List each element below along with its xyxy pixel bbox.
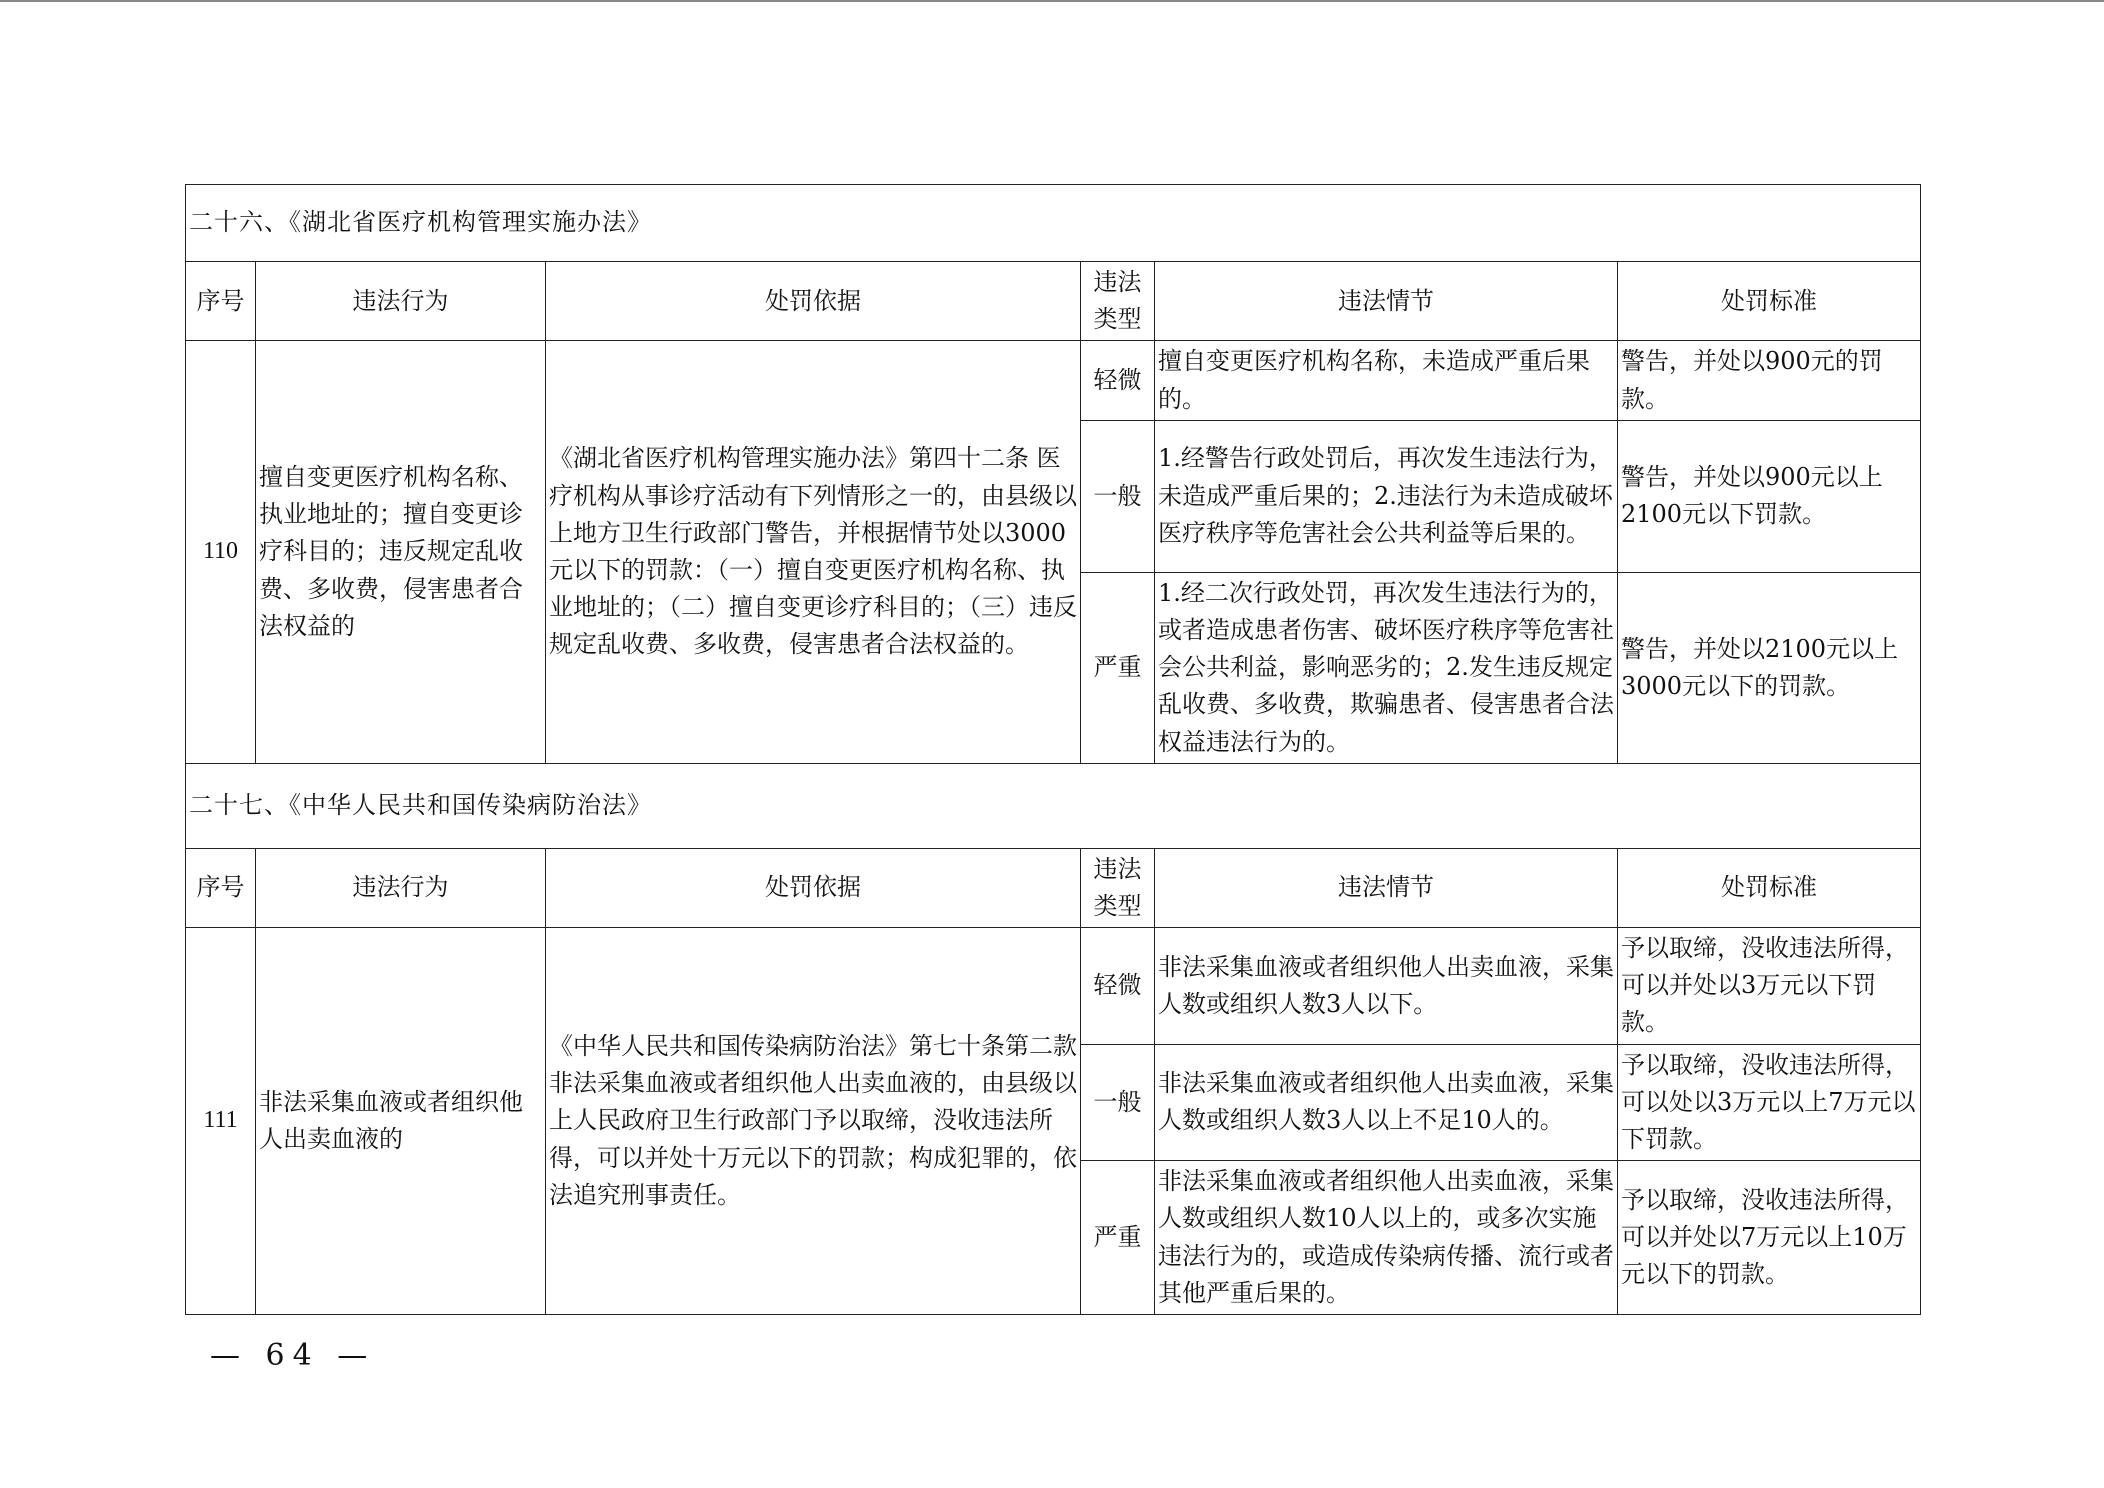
- violation-type: 严重: [1081, 572, 1155, 763]
- table-row: [186, 341, 1921, 420]
- header-row: [186, 262, 1921, 341]
- section-title: 二十七、《中华人民共和国传染病防治法》: [186, 763, 1921, 848]
- violation-circumstance: 1.经警告行政处罚后，再次发生违法行为，未造成严重后果的；2.违法行为未造成破坏医疗秩序等危害社会公共利益等后果的。: [1155, 420, 1618, 572]
- header-circumstance: 违法情节: [1155, 848, 1618, 927]
- penalty-standards-table: [185, 184, 1921, 1315]
- section-title-row: [186, 763, 1921, 848]
- header-basis: 处罚依据: [546, 848, 1081, 927]
- header-standard: 处罚标准: [1618, 848, 1921, 927]
- header-behavior: 违法行为: [256, 848, 546, 927]
- violation-circumstance: 非法采集血液或者组织他人出卖血液，采集人数或组织人数10人以上的，或多次实施违法行为的，或造成传染病传播、流行或者其他严重后果的。: [1155, 1161, 1618, 1315]
- penalty-basis: 《湖北省医疗机构管理实施办法》第四十二条 医疗机构从事诊疗活动有下列情形之一的，由县级以上地方卫生行政部门警告，并根据情节处以3000元以下的罚款：（一）擅自变更医疗机构名称、执业地址的；（二）擅自变更诊疗科目的；（三）违反规定乱收费、多收费，侵害患者合法权益的。: [546, 341, 1081, 763]
- header-standard: 处罚标准: [1618, 262, 1921, 341]
- header-basis: 处罚依据: [546, 262, 1081, 341]
- violation-circumstance: 擅自变更医疗机构名称，未造成严重后果的。: [1155, 341, 1618, 420]
- item-number: 111: [186, 928, 256, 1315]
- header-row: [186, 848, 1921, 927]
- header-type: 违法类型: [1081, 848, 1155, 927]
- violation-behavior: 非法采集血液或者组织他人出卖血液的: [256, 928, 546, 1315]
- violation-type: 轻微: [1081, 928, 1155, 1045]
- violation-circumstance: 非法采集血液或者组织他人出卖血液，采集人数或组织人数3人以下。: [1155, 928, 1618, 1045]
- table-row: [186, 928, 1921, 1045]
- penalty-standard: 警告，并处以900元的罚款。: [1618, 341, 1921, 420]
- violation-type: 一般: [1081, 1044, 1155, 1161]
- violation-circumstance: 1.经二次行政处罚，再次发生违法行为的，或者造成患者伤害、破坏医疗秩序等危害社会公共利益，影响恶劣的；2.发生违反规定乱收费、多收费，欺骗患者、侵害患者合法权益违法行为的。: [1155, 572, 1618, 763]
- header-type: 违法类型: [1081, 262, 1155, 341]
- header-circumstance: 违法情节: [1155, 262, 1618, 341]
- item-number: 110: [186, 341, 256, 763]
- penalty-standard: 警告，并处以900元以上2100元以下罚款。: [1618, 420, 1921, 572]
- violation-behavior: 擅自变更医疗机构名称、执业地址的；擅自变更诊疗科目的；违反规定乱收费、多收费，侵害患者合法权益的: [256, 341, 546, 763]
- section-title: 二十六、《湖北省医疗机构管理实施办法》: [186, 185, 1921, 262]
- violation-type: 一般: [1081, 420, 1155, 572]
- violation-type: 轻微: [1081, 341, 1155, 420]
- page-number: — 64 —: [210, 1338, 376, 1373]
- penalty-standard: 予以取缔，没收违法所得，可以并处以7万元以上10万元以下的罚款。: [1618, 1161, 1921, 1315]
- violation-circumstance: 非法采集血液或者组织他人出卖血液，采集人数或组织人数3人以上不足10人的。: [1155, 1044, 1618, 1161]
- penalty-basis: 《中华人民共和国传染病防治法》第七十条第二款 非法采集血液或者组织他人出卖血液的，由县级以上人民政府卫生行政部门予以取缔，没收违法所得，可以并处十万元以下的罚款；构成犯罪的，依法追究刑事责任。: [546, 928, 1081, 1315]
- penalty-standard: 予以取缔，没收违法所得，可以处以3万元以上7万元以下罚款。: [1618, 1044, 1921, 1161]
- header-seq: 序号: [186, 848, 256, 927]
- penalty-standard: 予以取缔，没收违法所得，可以并处以3万元以下罚款。: [1618, 928, 1921, 1045]
- penalty-standard: 警告，并处以2100元以上3000元以下的罚款。: [1618, 572, 1921, 763]
- top-border-line: [0, 0, 2104, 2]
- header-behavior: 违法行为: [256, 262, 546, 341]
- section-title-row: [186, 185, 1921, 262]
- header-seq: 序号: [186, 262, 256, 341]
- violation-type: 严重: [1081, 1161, 1155, 1315]
